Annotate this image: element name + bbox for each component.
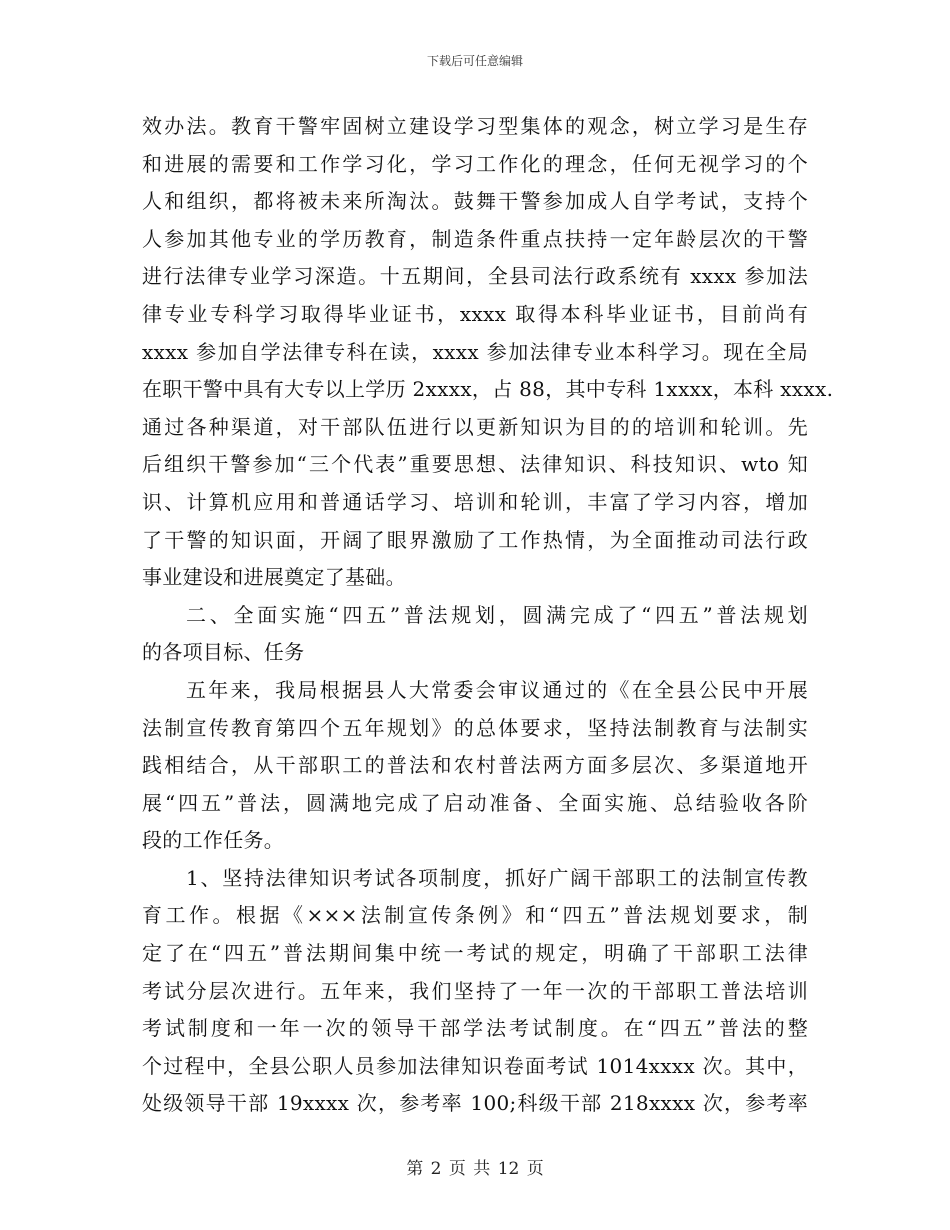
- body-line: 通过各种渠道，对干部队伍进行以更新知识为目的的培训和轮训。先: [142, 414, 808, 439]
- body-line: 律专业专科学习取得毕业证书，xxxx 取得本科毕业证书，目前尚有: [142, 301, 808, 326]
- body-line: 效办法。教育干警牢固树立建设学习型集体的观念，树立学习是生存: [142, 114, 808, 138]
- body-line: 五年来，我局根据县人大常委会审议通过的《在全县公民中开展: [186, 677, 808, 702]
- body-line: 考试制度和一年一次的领导干部学法考试制度。在“四五”普法的整: [142, 1016, 808, 1041]
- body-line: 段的工作任务。: [142, 828, 285, 853]
- body-line: 考试分层次进行。五年来，我们坚持了一年一次的干部职工普法培训: [142, 978, 808, 1003]
- body-line: 后组织干警参加“三个代表”重要思想、法律知识、科技知识、wto 知: [142, 452, 808, 477]
- body-line: 人和组织，都将被未来所淘汰。鼓舞干警参加成人自学考试，支持个: [142, 189, 808, 214]
- body-line: 在职干警中具有大专以上学历 2xxxx，占 88，其中专科 1xxxx，本科 xxxx.: [142, 377, 834, 402]
- body-line: 个过程中，全县公职人员参加法律知识卷面考试 1014xxxx 次。其中，: [142, 1053, 808, 1078]
- body-line: 进行法律专业学习深造。十五期间，全县司法行政系统有 xxxx 参加法: [142, 264, 808, 289]
- body-line: xxxx 参加自学法律专科在读，xxxx 参加法律专业本科学习。现在全局: [142, 339, 808, 364]
- body-line: 事业建设和进展奠定了基础。: [142, 565, 406, 590]
- page-number-footer: 第 2 页 共 12 页: [406, 1159, 544, 1179]
- body-line: 和进展的需要和工作学习化，学习工作化的理念，任何无视学习的个: [142, 151, 808, 176]
- body-line: 展“四五”普法，圆满地完成了启动准备、全面实施、总结验收各阶: [142, 790, 808, 815]
- body-line: 法制宣传教育第四个五年规划》的总体要求，坚持法制教育与法制实: [142, 715, 808, 740]
- body-line: 育工作。根据《×××法制宣传条例》和“四五”普法规划要求，制: [142, 903, 808, 928]
- body-line: 1、坚持法律知识考试各项制度，抓好广阔干部职工的法制宣传教: [186, 865, 808, 890]
- body-line: 人参加其他专业的学历教育，制造条件重点扶持一定年龄层次的干警: [142, 226, 808, 251]
- body-line: 识、计算机应用和普通话学习、培训和轮训，丰富了学习内容，增加: [142, 489, 808, 514]
- section-heading-line: 的各项目标、任务: [142, 640, 305, 665]
- section-heading-line: 二、全面实施“四五”普法规划，圆满完成了“四五”普法规划: [186, 602, 808, 627]
- body-line: 了干警的知识面，开阔了眼界激励了工作热情，为全面推动司法行政: [142, 527, 808, 552]
- page-header-note: 下载后可任意编辑: [426, 54, 523, 68]
- body-line: 践相结合，从干部职工的普法和农村普法两方面多层次、多渠道地开: [142, 753, 808, 778]
- document-body: [142, 108, 834, 1123]
- body-line: 定了在“四五”普法期间集中统一考试的规定，明确了干部职工法律: [142, 941, 808, 966]
- body-line: 处级领导干部 19xxxx 次，参考率 100;科级干部 218xxxx 次，参考率: [142, 1091, 808, 1116]
